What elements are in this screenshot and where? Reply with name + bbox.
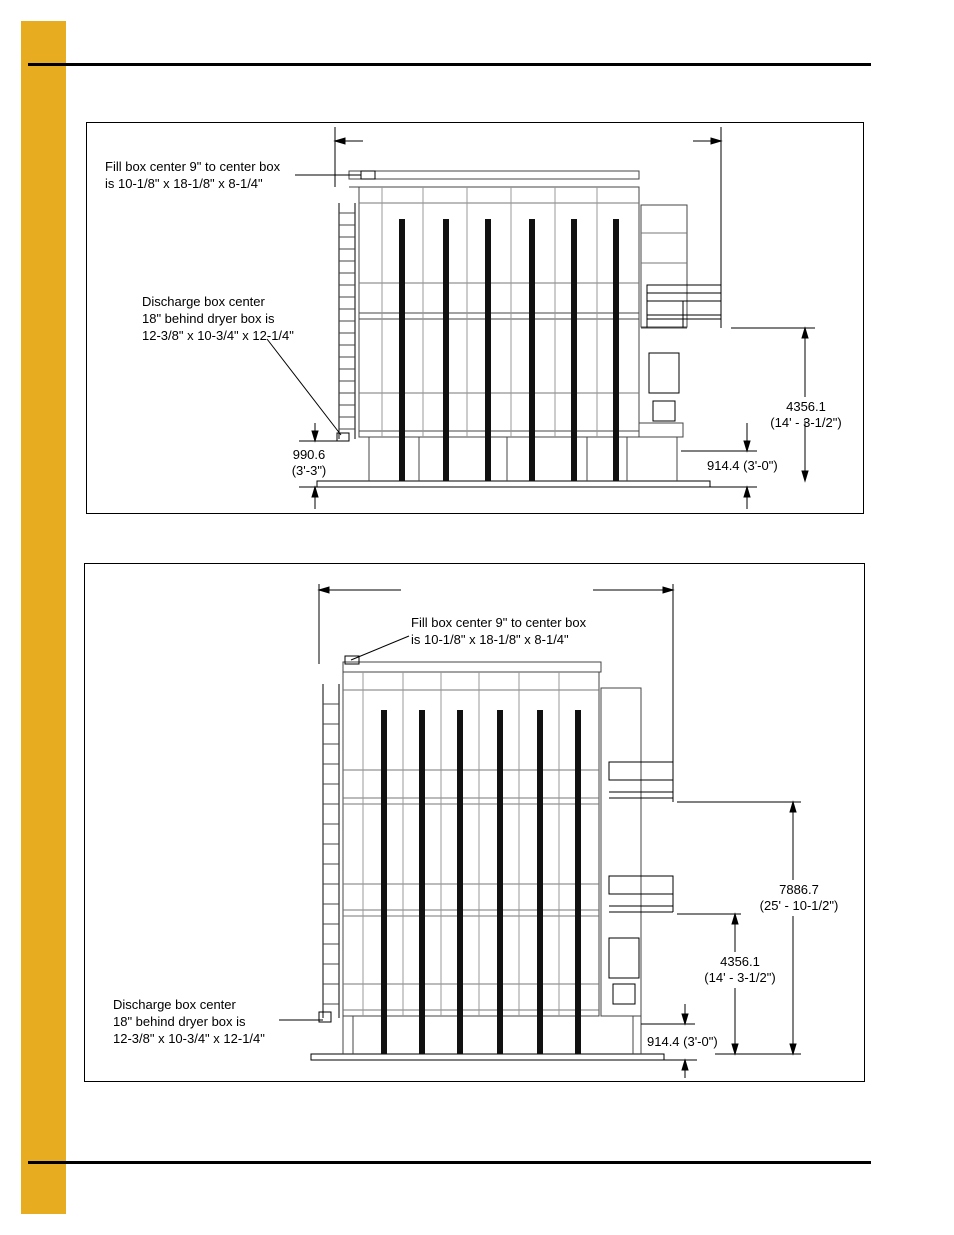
elevation-panel-1 bbox=[86, 122, 864, 514]
dim-platform-height: 4356.1 (14' - 3-1/2") bbox=[770, 399, 842, 430]
dim-platform-clearance: 914.4 (3'-0") bbox=[647, 1034, 718, 1049]
fill-box-note: Fill box center 9" to center box is 10-1/8" x 18-1/8" x 8-1/4" bbox=[105, 159, 281, 191]
discharge-box-note: Discharge box center 18" behind dryer box is 12-3/8" x 10-3/4" x 12-1/4" bbox=[113, 997, 265, 1046]
dim-platform-clearance: 914.4 (3'-0") bbox=[707, 458, 778, 473]
elevation-panel-2 bbox=[84, 563, 865, 1082]
column-group-1 bbox=[399, 219, 619, 481]
footer-rule bbox=[28, 1161, 871, 1164]
dim-lower-platform-height: 4356.1 (14' - 3-1/2") bbox=[704, 954, 776, 985]
header-rule bbox=[28, 63, 871, 66]
dim-total-height: 7886.7 (25' - 10-1/2") bbox=[759, 882, 839, 913]
column-group-2 bbox=[381, 710, 581, 1054]
discharge-box-note: Discharge box center 18" behind dryer box is 12-3/8" x 10-3/4" x 12-1/4" bbox=[142, 294, 294, 343]
accent-side-bar bbox=[21, 21, 66, 1214]
dim-discharge-height: 990.6 (3'-3") bbox=[291, 447, 327, 478]
fill-box-note: Fill box center 9" to center box is 10-1/8" x 18-1/8" x 8-1/4" bbox=[411, 615, 587, 647]
